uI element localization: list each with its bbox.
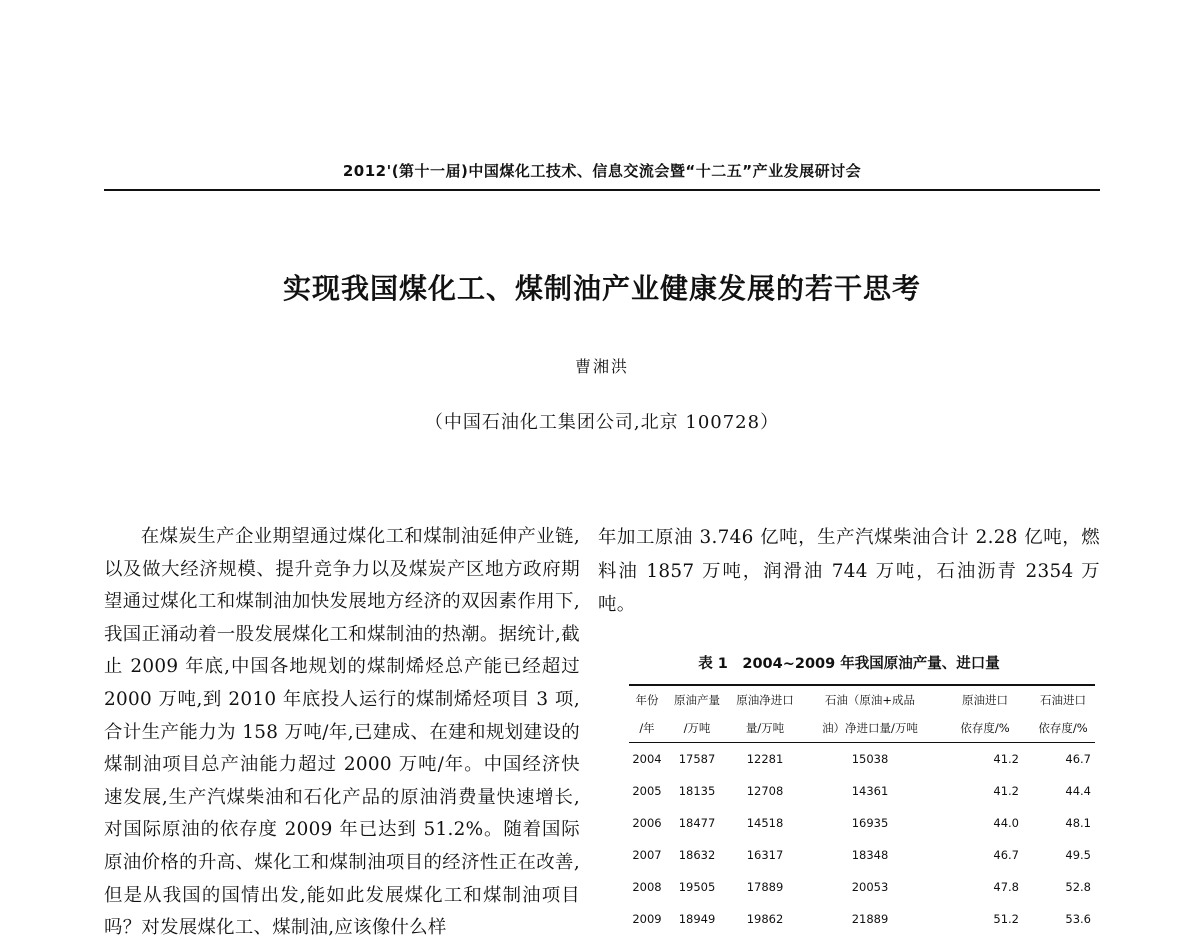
cell-crude-dependence: 46.7 — [993, 848, 1019, 862]
cell-oil-dependence: 49.5 — [1065, 848, 1091, 862]
col-header-year: 年份 — [629, 685, 665, 714]
table-row — [629, 807, 1095, 839]
table-caption: 表 1 2004~2009 年我国原油产量、进口量 — [698, 656, 1000, 672]
body-text-left: 在煤炭生产企业期望通过煤化工和煤制油延伸产业链,以及做大经济规模、提升竞争力以及煤炭产区地方政府期望通过煤化工和煤制油加快发展地方经济的双因素作用下,我国正涌动着一股发展煤化工和煤制油的热潮。据统计,截止 2009 年底,中国各地规划的煤制烯烃总产能已经超过 2000 万吨,到 2010 年底投人运行的煤制烯烃项目 3 项,合计生产能力为 158 万吨/年,已建成、在建和规划建设的煤制油项目总产油能力超过 2000 万吨/年。中国经济快速发展,生产汽煤柴油和石化产品的原油消费量快速增长,对国际原油的依存度 2009 年已达到 51.2%。随着国际原油价格的升高、煤化工和煤制油项目的经济性正在改善,但是从我国的国情出发,能如此发展煤化工和煤制油项目吗？对发展煤化工、煤制油,应该像什么样 — [104, 526, 580, 939]
cell-year: 2007 — [632, 848, 662, 862]
cell-net-import: 12708 — [746, 784, 784, 798]
cell-production: 18949 — [678, 912, 716, 926]
cell-crude-dependence: 47.8 — [993, 880, 1019, 894]
cell-year: 2008 — [632, 880, 662, 894]
article-title: 实现我国煤化工、煤制油产业健康发展的若干思考 — [282, 272, 921, 305]
table-header-row — [629, 714, 1095, 743]
col-header-net-import-unit: 量/万吨 — [729, 714, 801, 743]
cell-production: 18477 — [678, 816, 716, 830]
cell-oil-net-import: 16935 — [851, 816, 889, 830]
article-author: 曹湘洪 — [574, 357, 629, 376]
cell-crude-dependence: 41.2 — [993, 784, 1019, 798]
col-header-crude-dependence-unit: 依存度/% — [939, 714, 1031, 743]
cell-oil-dependence: 53.6 — [1065, 912, 1091, 926]
cell-oil-net-import: 20053 — [851, 880, 889, 894]
cell-production: 19505 — [678, 880, 716, 894]
table-row — [629, 871, 1095, 903]
article-affiliation: （中国石油化工集团公司,北京 100728） — [424, 412, 780, 433]
col-header-net-import: 原油净进口 — [729, 685, 801, 714]
cell-year: 2006 — [632, 816, 662, 830]
cell-net-import: 12281 — [746, 752, 784, 766]
cell-year: 2009 — [632, 912, 662, 926]
col-header-oil-net-import-unit: 油）净进口量/万吨 — [801, 714, 939, 743]
cell-crude-dependence: 51.2 — [993, 912, 1019, 926]
cell-production: 17587 — [678, 752, 716, 766]
col-header-year-unit: /年 — [629, 714, 665, 743]
conference-header: 2012'(第十一届)中国煤化工技术、信息交流会暨“十二五”产业发展研讨会 — [342, 162, 862, 180]
col-header-crude-dependence: 原油进口 — [939, 685, 1031, 714]
cell-oil-net-import: 21889 — [851, 912, 889, 926]
cell-net-import: 17889 — [746, 880, 784, 894]
cell-oil-dependence: 44.4 — [1065, 784, 1091, 798]
cell-net-import: 16317 — [746, 848, 784, 862]
col-header-oil-net-import: 石油（原油+成品 — [801, 685, 939, 714]
cell-oil-net-import: 15038 — [851, 752, 889, 766]
oil-table — [629, 684, 1095, 935]
cell-crude-dependence: 44.0 — [993, 816, 1019, 830]
table-header-row — [629, 685, 1095, 714]
table-row — [629, 839, 1095, 871]
table-row — [629, 775, 1095, 807]
table-row — [629, 903, 1095, 935]
cell-oil-net-import: 14361 — [851, 784, 889, 798]
cell-production: 18135 — [678, 784, 716, 798]
cell-oil-net-import: 18348 — [851, 848, 889, 862]
table-row — [629, 743, 1095, 776]
cell-oil-dependence: 52.8 — [1065, 880, 1091, 894]
cell-oil-dependence: 46.7 — [1065, 752, 1091, 766]
cell-oil-dependence: 48.1 — [1065, 816, 1091, 830]
col-header-oil-dependence-unit: 依存度/% — [1031, 714, 1095, 743]
cell-production: 18632 — [678, 848, 716, 862]
cell-net-import: 14518 — [746, 816, 784, 830]
col-header-production-unit: /万吨 — [665, 714, 729, 743]
cell-crude-dependence: 41.2 — [993, 752, 1019, 766]
header-rule — [104, 189, 1100, 191]
cell-year: 2004 — [632, 752, 662, 766]
body-text-right: 年加工原油 3.746 亿吨，生产汽煤柴油合计 2.28 亿吨，燃料油 1857 万吨，润滑油 744 万吨，石油沥青 2354 万吨。 — [598, 527, 1100, 615]
cell-net-import: 19862 — [746, 912, 784, 926]
cell-year: 2005 — [632, 784, 662, 798]
col-header-oil-dependence: 石油进口 — [1031, 685, 1095, 714]
col-header-production: 原油产量 — [665, 685, 729, 714]
